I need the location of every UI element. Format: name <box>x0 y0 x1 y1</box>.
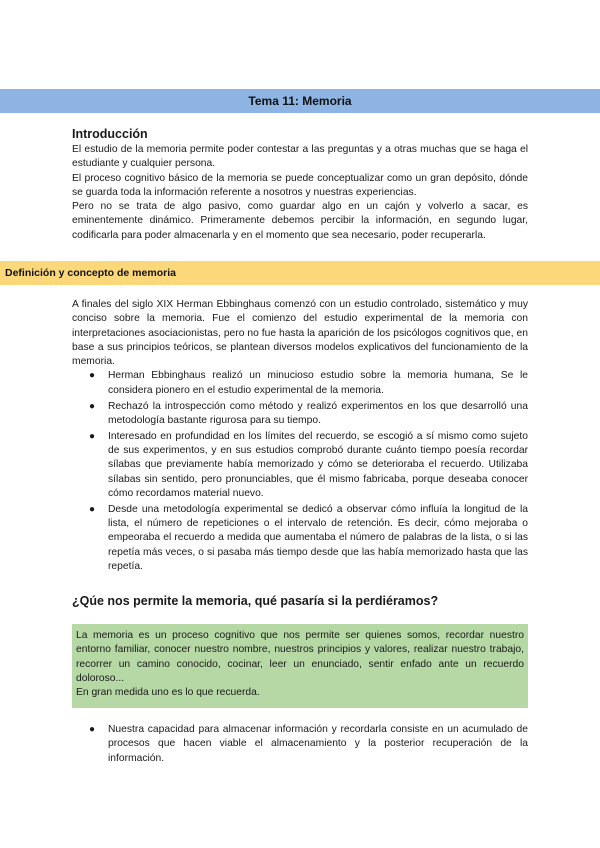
definition-bullet-list <box>72 369 528 574</box>
definition-paragraph: A finales del siglo XIX Herman Ebbinghaus comenzó con un estudio controlado, sistemático y muy conciso sobre la memoria. Fue el comienzo del estudio experimental de la memoria con interpretaciones asociacionistas, pero no fue hasta la aparición de los psicólogos cognitivos que, en base a sus principios teóricos, se plantean diversos modelos explicativos del funcionamiento de la memoria. <box>72 299 528 368</box>
intro-paragraph: El proceso cognitivo básico de la memoria se puede conceptualizar como un gran depósito, dónde se guarda toda la información referente a nosotros y nuestras experiencias. <box>72 172 528 198</box>
intro-paragraph: Pero no se trata de algo pasivo, como guardar algo en un cajón y volverlo a sacar, es eminentemente dinámico. Primeramente debemos percibir la información, en segundo lugar, codificarla para poder almacenarla y en el momento que sea necesario, poder recuperarla. <box>72 201 528 241</box>
list-item: ● Interesado en profundidad en los límites del recuerdo, se escogió a sí mismo como sujeto de sus experimentos, y en sus estudios comprobó durante cuánto tiempo poesía recordar sílabas que previamente había memorizado y cómo se deterioraba el recuerdo. Utilizaba sílabas sin sentido, pero pronunciables, que él mismo fabricaba, porque deseaba conocer cómo recordamos material nuevo. <box>89 430 528 499</box>
list-item: ● Nuestra capacidad para almacenar información y recordarla consiste en un acumulado de procesos que hacen viable el almacenamiento y la posterior recuperación de la información. <box>89 724 528 764</box>
section-heading: Definición y concepto de memoria <box>5 267 176 279</box>
question-heading: ¿Qúe nos permite la memoria, qué pasaría si la perdiéramos? <box>72 594 439 608</box>
bullet-icon: ● <box>89 430 96 442</box>
intro-heading: Introducción <box>72 127 148 141</box>
intro-paragraph: El estudio de la memoria permite poder contestar a las preguntas y a otras muchas que se haga el estudiante y cualquier persona. <box>72 144 528 170</box>
intro-section <box>72 127 528 243</box>
highlight-box <box>72 624 528 708</box>
list-item: ● Desde una metodología experimental se dedicó a observar cómo influía la longitud de la lista, el número de repeticiones o el intervalo de retención. Es decir, cómo mejoraba o empeoraba el recuerdo a medida que aumentaba el número de palabras de la lista, o si las repetía más veces, o si pasaba más tiempo desde que las había memorizado hasta que las repetía. <box>89 503 528 572</box>
final-bullet-list <box>72 723 528 766</box>
section-heading-bar <box>0 261 600 285</box>
bullet-icon: ● <box>89 503 96 515</box>
list-item: ● Rechazó la introspección como método y realizó experimentos en los que desarrolló una metodología bastante rigurosa para su tiempo. <box>89 400 528 426</box>
highlight-text: La memoria es un proceso cognitivo que nos permite ser quienes somos, recordar nuestro entorno familiar, conocer nuestro nombre, nuestros principios y valores, realizar nuestro trabajo, recorrer un camino conocido, cocinar, leer un enunciado, sentir enfado ante un recuerdo doloroso... <box>76 630 524 684</box>
bullet-icon: ● <box>89 724 96 735</box>
bullet-icon: ● <box>89 370 96 382</box>
document-title-bar <box>0 89 600 113</box>
highlight-text: En gran medida uno es lo que recuerda. <box>76 687 260 699</box>
document-title: Tema 11: Memoria <box>248 94 352 108</box>
list-item: ● Herman Ebbinghaus realizó un minucioso estudio sobre la memoria humana, Se le considera pionero en el estudio experimental de la memoria. <box>89 370 528 396</box>
definition-section <box>72 298 528 576</box>
bullet-icon: ● <box>89 400 96 412</box>
final-section <box>72 723 528 766</box>
